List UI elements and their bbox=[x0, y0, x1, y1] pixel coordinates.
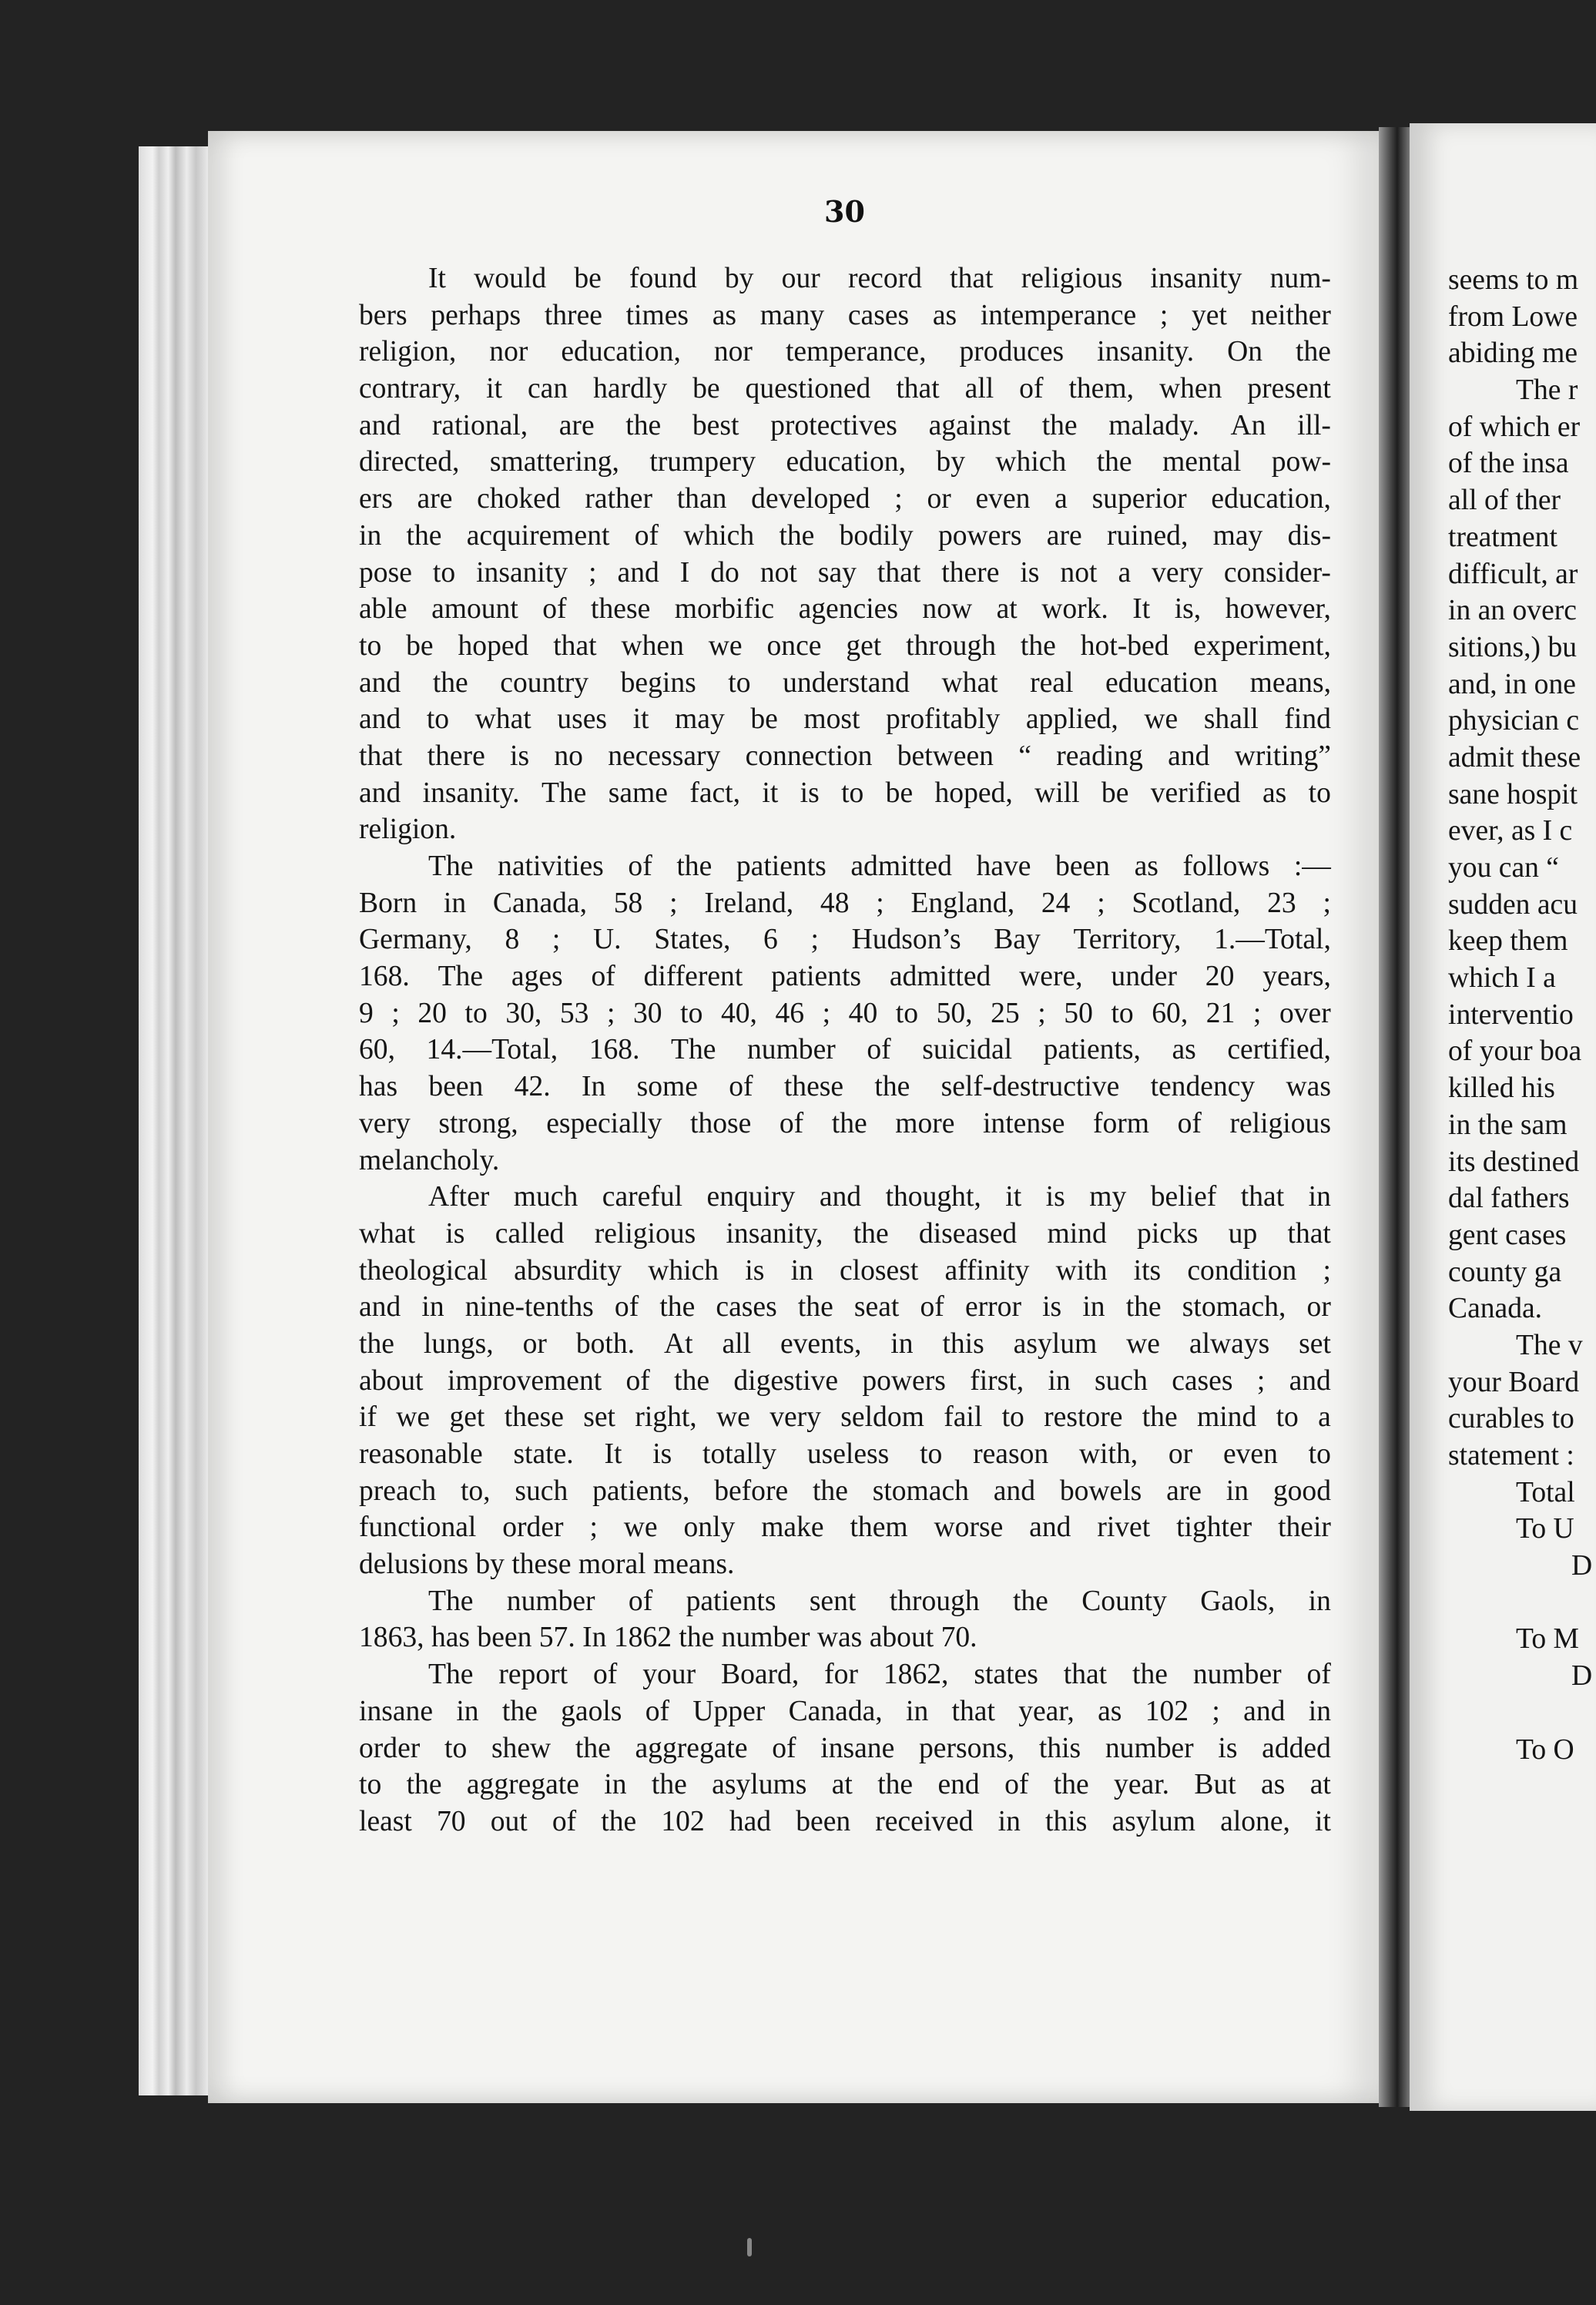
text-line: functional order ; we only make them worse and rivet tighter their bbox=[359, 1512, 1331, 1544]
text-line: from Lowe bbox=[1448, 300, 1578, 333]
text-line: religion. bbox=[359, 814, 457, 846]
text-line: The report of your Board, for 1862, states that the number of bbox=[428, 1659, 1331, 1691]
page-number: 30 bbox=[824, 194, 865, 229]
text-line: has been 42. In some of these the self-destructive tendency was bbox=[359, 1071, 1331, 1103]
text-line: and to what uses it may be most profitably applied, we shall find bbox=[359, 703, 1331, 736]
text-line: of which er bbox=[1448, 411, 1581, 443]
text-line: preach to, such patients, before the stomach and bowels are in good bbox=[359, 1475, 1331, 1507]
text-line: Canada. bbox=[1448, 1293, 1543, 1325]
text-line: Born in Canada, 58 ; Ireland, 48 ; England, 24 ; Scotland, 23 ; bbox=[359, 887, 1331, 919]
text-line: The v bbox=[1516, 1329, 1583, 1361]
text-line: religion, nor education, nor temperance, produces insanity. On the bbox=[359, 336, 1331, 368]
text-line: D bbox=[1571, 1660, 1593, 1693]
text-line: abiding me bbox=[1448, 337, 1578, 370]
text-line: killed his bbox=[1448, 1072, 1555, 1105]
text-line: gent cases bbox=[1448, 1219, 1567, 1251]
left-page-text bbox=[359, 260, 1331, 1840]
text-line: in the acquirement of which the bodily powers are ruined, may dis- bbox=[359, 519, 1331, 552]
text-line: To M bbox=[1516, 1623, 1579, 1656]
text-line: The r bbox=[1516, 374, 1578, 407]
text-line: what is called religious insanity, the diseased mind picks up that bbox=[359, 1217, 1331, 1250]
text-line: sudden acu bbox=[1448, 888, 1578, 921]
right-page-text bbox=[1448, 262, 1592, 1768]
text-line: if we get these set right, we very seldom fail to restore the mind to a bbox=[359, 1401, 1331, 1434]
text-line: theological absurdity which is in closest affinity with its condition ; bbox=[359, 1254, 1331, 1287]
text-line: admit these bbox=[1448, 741, 1581, 773]
text-line: curables to bbox=[1448, 1403, 1574, 1435]
text-line: sitions,) bu bbox=[1448, 631, 1578, 663]
text-line: to be hoped that when we once get through the hot-bed experiment, bbox=[359, 629, 1331, 662]
text-line: 1863, has been 57. In 1862 the number was about 70. bbox=[359, 1622, 977, 1654]
text-line: the lungs, or both. At all events, in this asylum we always set bbox=[359, 1327, 1331, 1360]
book-gutter bbox=[1379, 127, 1410, 2107]
text-line: 168. The ages of different patients admitted were, under 20 years, bbox=[359, 961, 1331, 993]
text-line: and, in one bbox=[1448, 668, 1576, 700]
text-line: delusions by these moral means. bbox=[359, 1548, 735, 1581]
text-line: of your boa bbox=[1448, 1035, 1582, 1068]
text-line: you can “ bbox=[1448, 852, 1559, 884]
text-line: treatment bbox=[1448, 521, 1557, 553]
text-line: contrary, it can hardly be questioned that all of them, when present bbox=[359, 373, 1331, 405]
text-line: keep them bbox=[1448, 925, 1568, 958]
text-line: D bbox=[1571, 1550, 1593, 1582]
text-line: ers are choked rather than developed ; or even a superior education, bbox=[359, 483, 1331, 515]
text-line: that there is no necessary connection between “ reading and writing” bbox=[359, 740, 1331, 772]
text-line: least 70 out of the 102 had been received in this asylum alone, it bbox=[359, 1805, 1331, 1837]
text-line: all of ther bbox=[1448, 485, 1561, 517]
text-line: your Board bbox=[1448, 1366, 1580, 1398]
text-line: reasonable state. It is totally useless to reason with, or even to bbox=[359, 1438, 1331, 1470]
text-line: seems to m bbox=[1448, 264, 1579, 296]
text-line: directed, smattering, trumpery education, by which the mental pow- bbox=[359, 446, 1331, 478]
text-line: The number of patients sent through the County Gaols, in bbox=[428, 1585, 1331, 1617]
text-line: and insanity. The same fact, it is to be hoped, will be verified as to bbox=[359, 777, 1331, 809]
text-line: 60, 14.—Total, 168. The number of suicidal patients, as certified, bbox=[359, 1034, 1331, 1066]
text-line: in the sam bbox=[1448, 1109, 1568, 1141]
text-line: its destined bbox=[1448, 1146, 1580, 1178]
text-line: difficult, ar bbox=[1448, 558, 1578, 590]
text-line: sane hospit bbox=[1448, 778, 1578, 810]
text-line: insane in the gaols of Upper Canada, in that year, as 102 ; and in bbox=[359, 1695, 1331, 1727]
text-line: After much careful enquiry and thought, it is my belief that in bbox=[428, 1181, 1331, 1213]
text-line: dal fathers bbox=[1448, 1183, 1570, 1215]
text-line: interventio bbox=[1448, 998, 1574, 1031]
text-line: and the country begins to understand what real education means, bbox=[359, 666, 1331, 699]
text-line: Germany, 8 ; U. States, 6 ; Hudson’s Bay Territory, 1.—Total, bbox=[359, 924, 1331, 956]
text-line: It would be found by our record that religious insanity num- bbox=[428, 263, 1331, 294]
text-line: able amount of these morbific agencies now at work. It is, however, bbox=[359, 593, 1331, 626]
text-line: to the aggregate in the asylums at the end of the year. But as at bbox=[359, 1769, 1331, 1801]
text-line: of the insa bbox=[1448, 448, 1569, 480]
text-line: and in nine-tenths of the cases the seat of error is in the stomach, or bbox=[359, 1291, 1331, 1324]
scan-mark bbox=[747, 2238, 752, 2256]
text-line: which I a bbox=[1448, 962, 1556, 995]
text-line: melancholy. bbox=[359, 1144, 500, 1176]
text-line: pose to insanity ; and I do not say that there is not a very consider- bbox=[359, 556, 1331, 589]
text-line: physician c bbox=[1448, 705, 1580, 737]
text-line: Total bbox=[1516, 1476, 1575, 1508]
text-line: ever, as I c bbox=[1448, 815, 1573, 847]
text-line: The nativities of the patients admitted have been as follows :— bbox=[428, 851, 1331, 882]
text-line: in an overc bbox=[1448, 595, 1577, 627]
text-line: about improvement of the digestive powers first, in such cases ; and bbox=[359, 1364, 1331, 1397]
text-line: To U bbox=[1516, 1513, 1574, 1545]
text-line: and rational, are the best protectives against the malady. An ill- bbox=[359, 409, 1331, 441]
text-line: county ga bbox=[1448, 1256, 1562, 1288]
text-line: To O bbox=[1516, 1733, 1574, 1766]
text-line: very strong, especially those of the more intense form of religious bbox=[359, 1107, 1331, 1139]
text-line: bers perhaps three times as many cases as intemperance ; yet neither bbox=[359, 299, 1331, 331]
text-line: order to shew the aggregate of insane persons, this number is added bbox=[359, 1732, 1331, 1764]
text-line: statement : bbox=[1448, 1440, 1574, 1471]
text-line: 9 ; 20 to 30, 53 ; 30 to 40, 46 ; 40 to 50, 25 ; 50 to 60, 21 ; over bbox=[359, 997, 1331, 1029]
